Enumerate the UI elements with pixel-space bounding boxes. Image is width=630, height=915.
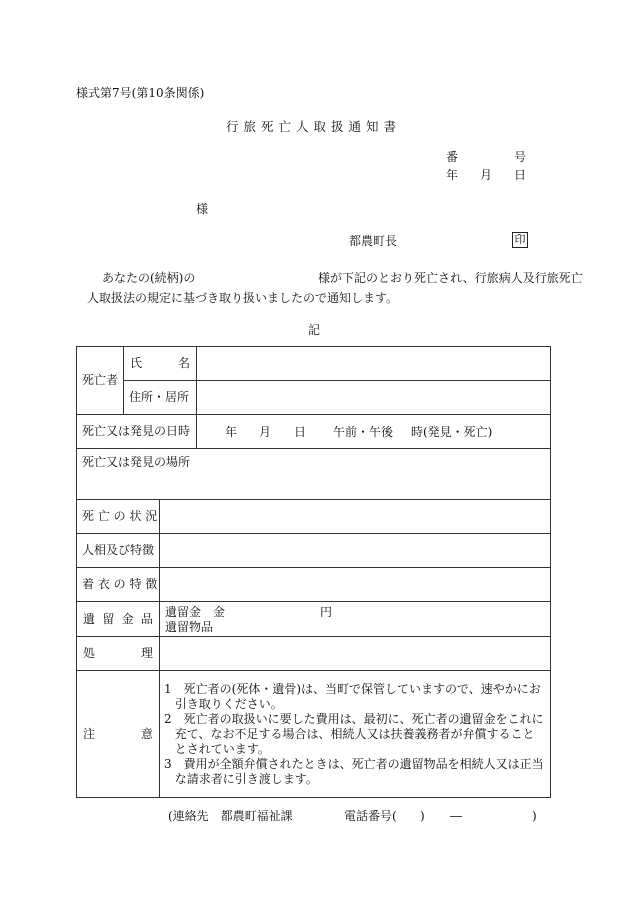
- date-year: 年: [446, 168, 459, 182]
- row-name: [77, 347, 551, 381]
- addressee-suffix: 様: [196, 202, 209, 216]
- note-2: 2 死亡者の取扱いに要した費用は、最初に、死亡者の遺留金をこれに充て、なお不足する場合は、相続人又は扶養義務者が弁償することとされています。: [164, 711, 544, 756]
- number-prefix: 番: [446, 150, 459, 164]
- row-place: [77, 449, 551, 500]
- name-value[interactable]: [197, 347, 551, 381]
- date-day: 日: [514, 168, 527, 182]
- clothing-label: 着 衣 の 特 徴: [77, 568, 160, 602]
- notice-table: [76, 346, 551, 798]
- row-situation: [77, 500, 551, 534]
- row-datetime: [77, 415, 551, 449]
- note-3: 3 費用が全額弁償されたときは、死亡者の遺留物品を相続人又は正当な請求者に引き渡します。: [164, 756, 544, 786]
- document-title: 行旅死亡人取扱通知書: [226, 119, 402, 134]
- form-number: 様式第7号(第10条関係): [76, 86, 205, 100]
- row-disposal: [77, 637, 551, 671]
- row-notes: [77, 671, 551, 798]
- notes-label: 注 意: [77, 671, 160, 798]
- address-value[interactable]: [197, 381, 551, 415]
- disposal-value[interactable]: [160, 637, 551, 671]
- notice-line-1b: 様が下記のとおり死亡され、行旅病人及行旅死亡: [318, 271, 583, 285]
- row-belongings: [77, 602, 551, 637]
- belongings-label: 遺 留 金 品: [77, 602, 160, 637]
- notes-text: [160, 671, 551, 798]
- belongings-value[interactable]: 遺留金 金 円 遺留物品: [160, 602, 551, 637]
- row-address: [77, 381, 551, 415]
- row-clothing: [77, 568, 551, 602]
- deceased-label: 死亡者: [77, 347, 124, 415]
- appearance-label: 人相及び特徴: [77, 534, 160, 568]
- datetime-label: 死亡又は発見の日時: [77, 415, 197, 449]
- date-month: 月: [480, 168, 493, 182]
- situation-value[interactable]: [160, 500, 551, 534]
- contact-end: ): [532, 809, 537, 823]
- name-label: 氏 名: [124, 347, 197, 381]
- notice-line-2: 人取扱法の規定に基づき取り扱いましたので通知します。: [87, 291, 399, 305]
- datetime-value[interactable]: 年 月 日 午前・午後 時(発見・死亡): [197, 415, 551, 449]
- contact-prefix: (連絡先 都農町福祉課: [168, 809, 293, 823]
- ki-heading: 記: [308, 323, 321, 337]
- clothing-value[interactable]: [160, 568, 551, 602]
- appearance-value[interactable]: [160, 534, 551, 568]
- situation-label: 死 亡 の 状 況: [77, 500, 160, 534]
- contact-dash: ―: [450, 809, 462, 823]
- address-label: 住所・居所: [124, 381, 197, 415]
- row-appearance: [77, 534, 551, 568]
- contact-paren-close: ): [420, 809, 425, 823]
- disposal-label: 処 理: [77, 637, 160, 671]
- number-suffix: 号: [514, 150, 527, 164]
- place-label: 死亡又は発見の場所: [77, 449, 551, 500]
- issuer: 都農町長: [349, 234, 398, 248]
- notice-line-1a: あなたの(続柄)の: [102, 271, 196, 285]
- contact-phone-label: 電話番号(: [344, 809, 397, 823]
- note-1: 1 死亡者の(死体・遺骨)は、当町で保管していますので、速やかにお引き取りください。: [164, 681, 541, 711]
- seal-mark: 印: [512, 232, 528, 248]
